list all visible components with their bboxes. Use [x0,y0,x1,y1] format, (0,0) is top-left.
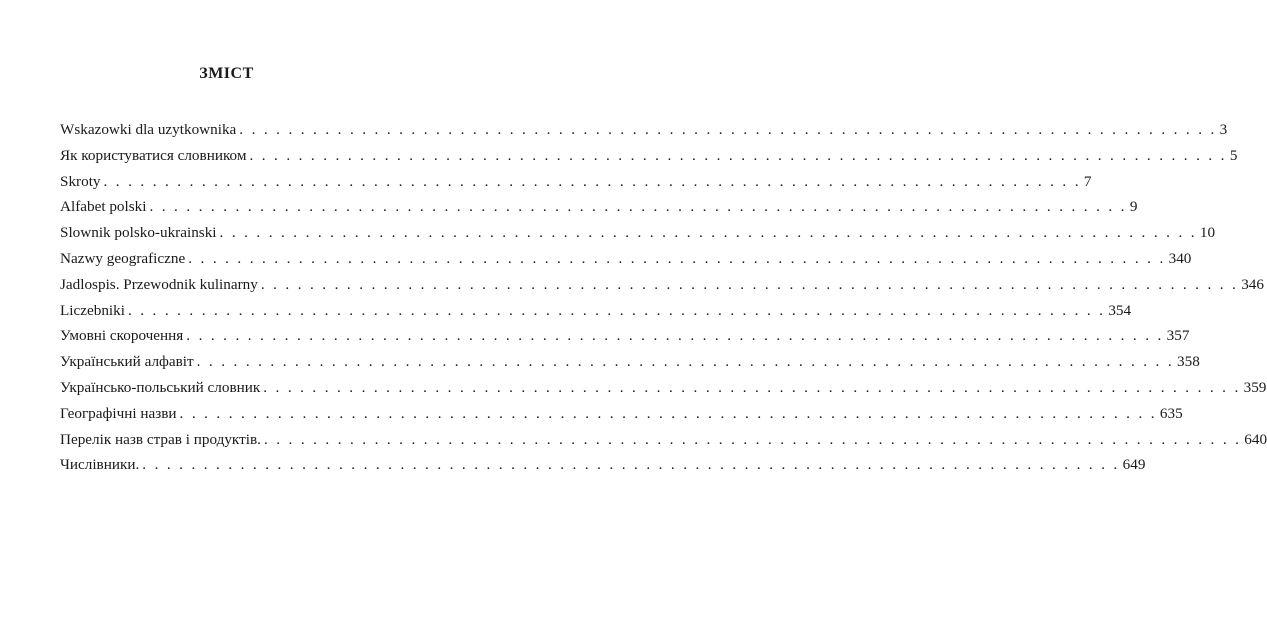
dot-leader: . . . . . . . . . . . . . . . . . . . . . . . . . . . . . . . . . . . . . . . . . . . . . . . . . . . . . . . . . . . . . . . . . . . . . . . . . . . . . . . . [239,121,1217,138]
toc-entry-label: Як користуватися словником [60,146,247,164]
toc-entry-page-number: 635 [1159,404,1183,422]
toc-entry-label: Wskazowki dla uzytkownika [60,121,237,138]
dot-leader: . . . . . . . . . . . . . . . . . . . . . . . . . . . . . . . . . . . . . . . . . . . . . . . . . . . . . . . . . . . . . . . . . . . . . . . . . . . . . . . . [127,301,1106,319]
toc-entry-page-number: 3 [1219,121,1228,138]
toc-entry-page-number: 10 [1199,224,1216,242]
toc-entry-page-number: 5 [1229,146,1238,164]
toc-entry-page-number: 359 [1243,378,1267,396]
dot-leader: . . . . . . . . . . . . . . . . . . . . . . . . . . . . . . . . . . . . . . . . . . . . . . . . . . . . . . . . . . . . . . . . . . . . . . . . . . . . . . . . [142,456,1120,474]
toc-entry [60,275,1264,302]
page-title: ЗМІСТ [199,65,254,82]
toc-entry [60,172,1092,199]
toc-entry [60,301,1132,328]
toc-entry-label: Alfabet polski [60,198,147,216]
toc-entry-page-number: 640 [1244,430,1267,448]
dot-leader: . . . . . . . . . . . . . . . . . . . . . . . . . . . . . . . . . . . . . . . . . . . . . . . . . . . . . . . . . . . . . . . . . . . . . . . . . . . . . . . . [249,146,1227,164]
toc-entry-label: Географічні назви [60,404,177,422]
toc-entry [60,224,1216,250]
toc-entry [60,249,1192,276]
table-of-contents [60,121,1267,482]
toc-entry-label: Перелік назв страв і продуктів. [60,430,261,448]
toc-entry-page-number: 354 [1108,301,1132,319]
toc-entry [60,456,1146,482]
dot-leader: . . . . . . . . . . . . . . . . . . . . . . . . . . . . . . . . . . . . . . . . . . . . . . . . . . . . . . . . . . . . . . . . . . . . . . . . . . . . . . . . [196,353,1174,371]
dot-leader: . . . . . . . . . . . . . . . . . . . . . . . . . . . . . . . . . . . . . . . . . . . . . . . . . . . . . . . . . . . . . . . . . . . . . . . . . . . . . . . . [219,224,1197,242]
toc-entry-page-number: 9 [1129,198,1138,216]
toc-entry-page-number: 358 [1177,353,1200,371]
toc-entry-label: Український алфавіт [60,353,194,371]
dot-leader: . . . . . . . . . . . . . . . . . . . . . . . . . . . . . . . . . . . . . . . . . . . . . . . . . . . . . . . . . . . . . . . . . . . . . . . . . . . . . . . . [186,327,1164,345]
toc-entry-label: Slownik polsko-ukrainski [60,224,217,242]
toc-entry-label: Skroty [60,172,101,190]
toc-entry [60,353,1200,379]
dot-leader: . . . . . . . . . . . . . . . . . . . . . . . . . . . . . . . . . . . . . . . . . . . . . . . . . . . . . . . . . . . . . . . . . . . . . . . . . . . . . . . . [263,378,1241,396]
toc-entry-label: Jadlospis. Przewodnik kulinarny [60,275,258,293]
toc-entry-page-number: 357 [1166,327,1190,345]
toc-entry [60,146,1238,173]
toc-entry-label: Liczebniki [60,301,125,319]
toc-entry [60,378,1267,405]
toc-entry-page-number: 649 [1122,456,1146,474]
dot-leader: . . . . . . . . . . . . . . . . . . . . . . . . . . . . . . . . . . . . . . . . . . . . . . . . . . . . . . . . . . . . . . . . . . . . . . . . . . . . . . . . [263,430,1242,448]
dot-leader: . . . . . . . . . . . . . . . . . . . . . . . . . . . . . . . . . . . . . . . . . . . . . . . . . . . . . . . . . . . . . . . . . . . . . . . . . . . . . . . . [179,404,1157,422]
dot-leader: . . . . . . . . . . . . . . . . . . . . . . . . . . . . . . . . . . . . . . . . . . . . . . . . . . . . . . . . . . . . . . . . . . . . . . . . . . . . . . . . [103,172,1081,190]
toc-entry-label: Числівники. [60,456,140,474]
toc-entry-label: Умовні скорочення [60,327,184,345]
toc-entry [60,404,1183,431]
toc-entry [60,430,1267,457]
dot-leader: . . . . . . . . . . . . . . . . . . . . . . . . . . . . . . . . . . . . . . . . . . . . . . . . . . . . . . . . . . . . . . . . . . . . . . . . . . . . . . . . [188,249,1166,267]
toc-entry-page-number: 340 [1168,249,1192,267]
dot-leader: . . . . . . . . . . . . . . . . . . . . . . . . . . . . . . . . . . . . . . . . . . . . . . . . . . . . . . . . . . . . . . . . . . . . . . . . . . . . . . . . [149,198,1127,216]
toc-entry-page-number: 346 [1241,275,1264,293]
toc-entry-label: Українсько-польський словник [60,378,261,396]
toc-entry-label: Nazwy geograficzne [60,249,186,267]
toc-entry [60,327,1190,353]
dot-leader: . . . . . . . . . . . . . . . . . . . . . . . . . . . . . . . . . . . . . . . . . . . . . . . . . . . . . . . . . . . . . . . . . . . . . . . . . . . . . . . . [260,275,1239,293]
toc-entry-page-number: 7 [1083,172,1092,190]
toc-entry [60,198,1138,224]
toc-entry [60,121,1228,147]
